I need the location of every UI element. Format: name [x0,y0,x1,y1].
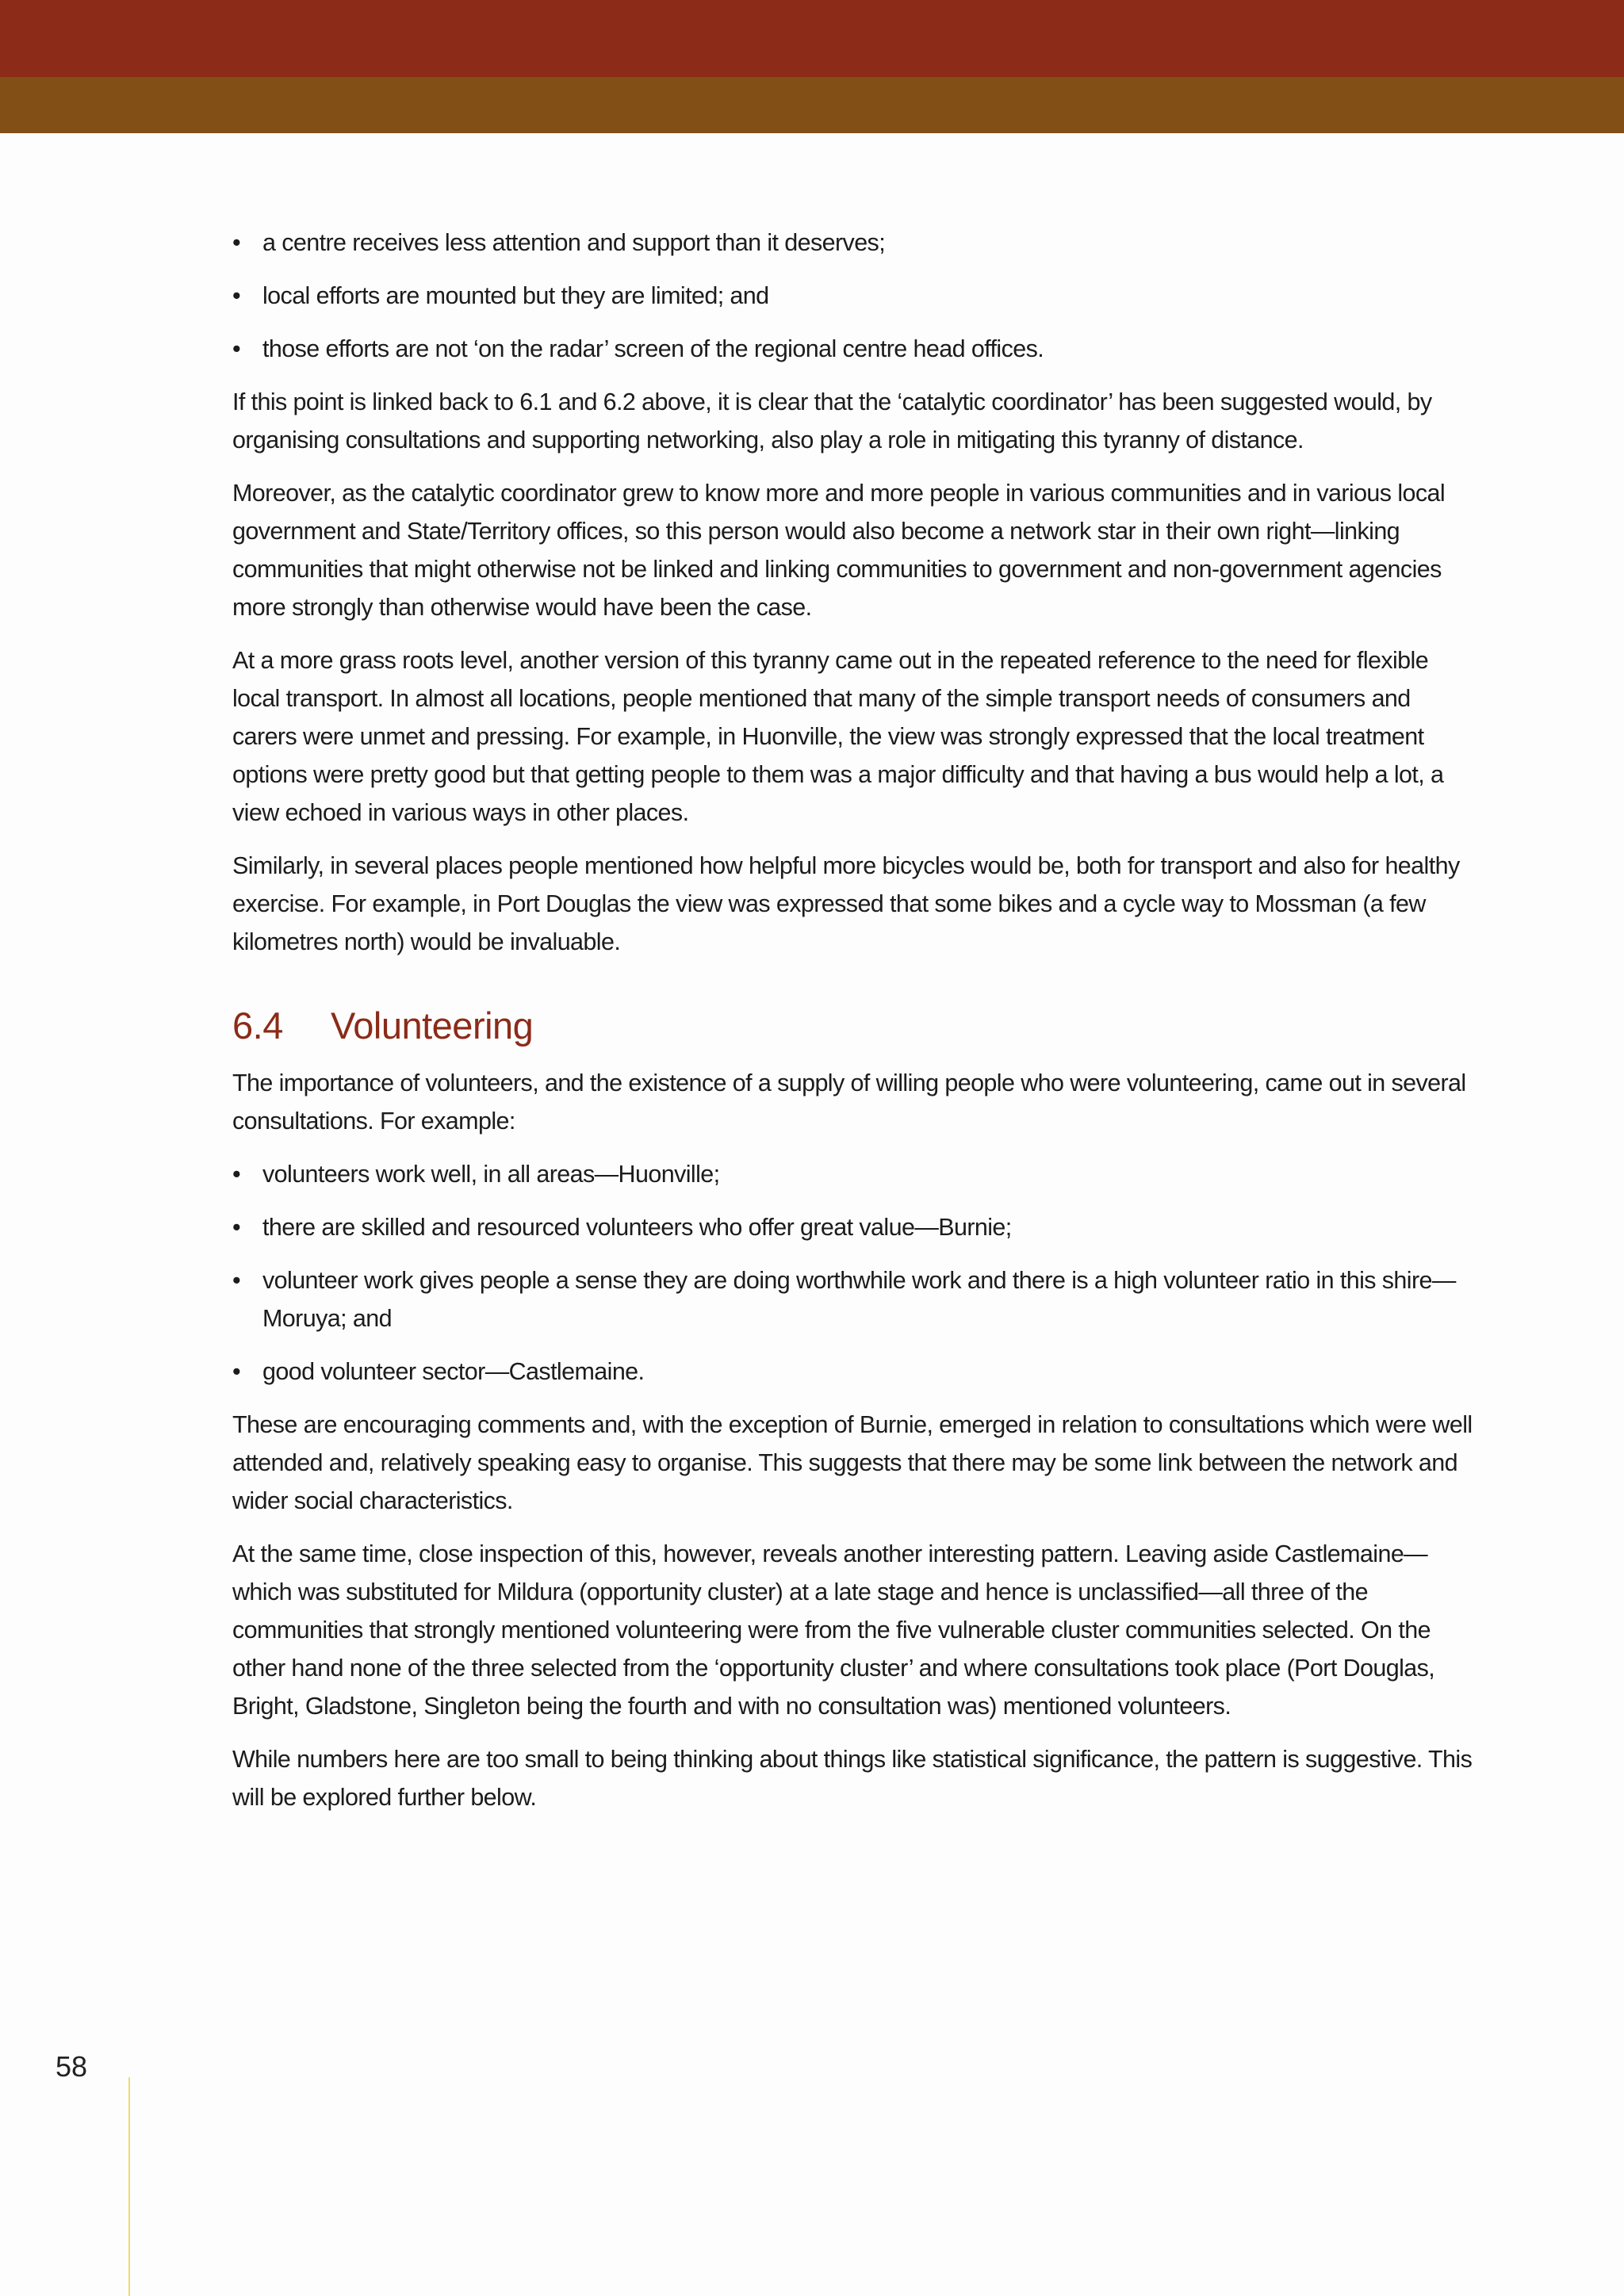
page-number: 58 [56,2050,88,2083]
intro-bullet-list [232,224,1473,368]
header-band-bottom [0,77,1624,133]
paragraph: If this point is linked back to 6.1 and 6.2 above, it is clear that the ‘catalytic coordinator’ has been suggested would, by organising consultations and supporting networking, also play a role in mitigating this tyranny of distance. [232,388,1432,453]
paragraph: The importance of volunteers, and the existence of a supply of willing people who were volunteering, came out in several consultations. For example: [232,1070,1466,1135]
list-item: • good volunteer sector—Castlemaine. [232,1353,1473,1391]
section-title: Volunteering [331,1004,534,1047]
list-item: • volunteer work gives people a sense they are doing worthwhile work and there is a high volunteer ratio in this shire—Moruya; and [232,1261,1473,1337]
margin-rule [128,2077,130,2296]
page-content [232,224,1473,1831]
section-heading [232,1001,1473,1051]
list-item: • local efforts are mounted but they are limited; and [232,277,1473,315]
section-bullet-list [232,1155,1473,1391]
section-number: 6.4 [232,1004,283,1047]
header-band-top [0,0,1624,77]
paragraph: At a more grass roots level, another version of this tyranny came out in the repeated reference to the need for flexible local transport. In almost all locations, people mentioned that many of the simple transport needs of consumers and carers were unmet and pressing. For example, in Huonville, the view was strongly expressed that the local treatment options were pretty good but that getting people to them was a major difficulty and that having a bus would help a lot, a view echoed in various ways in other places. [232,647,1444,826]
paragraph: These are encouraging comments and, with the exception of Burnie, emerged in relation to consultations which were well attended and, relatively speaking easy to organise. This suggests that there may be some link between the network and wider social characteristics. [232,1411,1473,1514]
paragraph: Similarly, in several places people mentioned how helpful more bicycles would be, both for transport and also for healthy exercise. For example, in Port Douglas the view was expressed that some bikes and a cycle way to Mossman (a few kilometres north) would be invaluable. [232,852,1460,955]
paragraph: While numbers here are too small to being thinking about things like statistical significance, the pattern is suggestive. This will be explored further below. [232,1746,1473,1811]
list-item: • volunteers work well, in all areas—Huonville; [232,1155,1473,1193]
paragraph: Moreover, as the catalytic coordinator grew to know more and more people in various communities and in various local government and State/Territory offices, so this person would also become a network star in their own right—linking communities that might otherwise not be linked and linking communities to government and non-government agencies more strongly than otherwise would have been the case. [232,480,1446,621]
list-item: • there are skilled and resourced volunteers who offer great value—Burnie; [232,1208,1473,1246]
paragraph: At the same time, close inspection of this, however, reveals another interesting pattern. Leaving aside Castlemaine—which was substituted for Mildura (opportunity cluster) at a late stage and hence is unclassified—all three of the communities that strongly mentioned volunteering were from the five vulnerable cluster communities selected. On the other hand none of the three selected from the ‘opportunity cluster’ and where consultations took place (Port Douglas, Bright, Gladstone, Singleton being the fourth and with no consultation was) mentioned volunteers. [232,1540,1435,1720]
list-item: • those efforts are not ‘on the radar’ screen of the regional centre head offices. [232,330,1473,368]
list-item: • a centre receives less attention and support than it deserves; [232,224,1473,262]
